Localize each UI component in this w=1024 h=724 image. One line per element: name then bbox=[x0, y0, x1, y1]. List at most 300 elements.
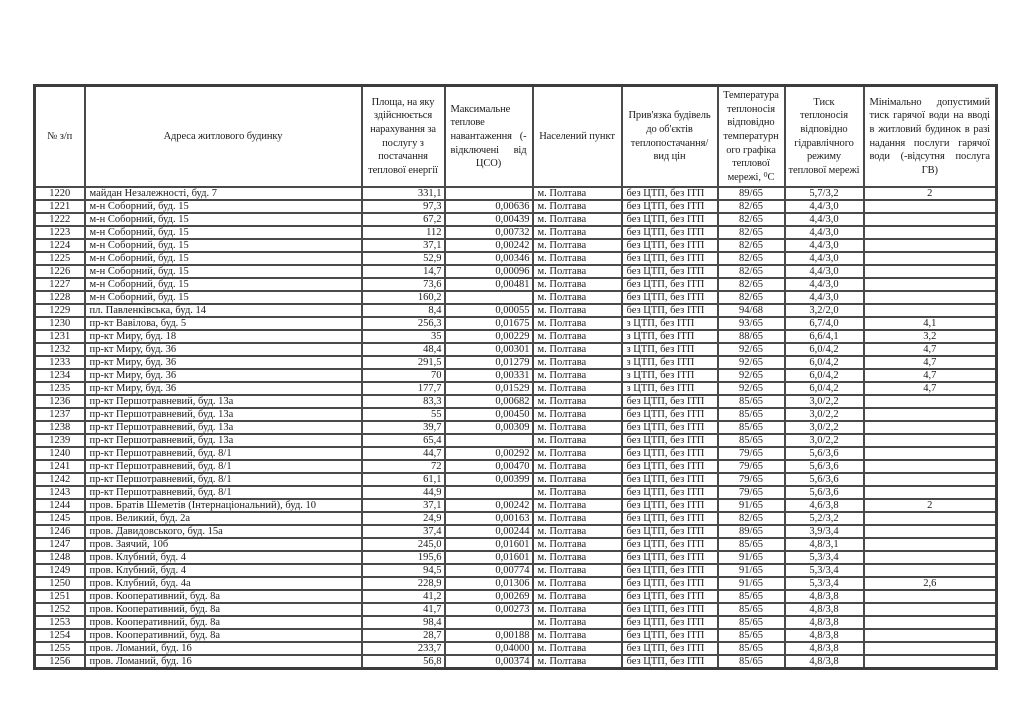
cell-city: м. Полтава bbox=[533, 603, 622, 616]
cell-area: 245,0 bbox=[362, 538, 445, 551]
cell-city: м. Полтава bbox=[533, 564, 622, 577]
cell-temperature: 82/65 bbox=[718, 213, 785, 226]
cell-address: пр-кт Першотравневий, буд. 8/1 bbox=[85, 473, 362, 486]
cell-temperature: 85/65 bbox=[718, 538, 785, 551]
cell-address: пр-кт Першотравневий, буд. 8/1 bbox=[85, 447, 362, 460]
cell-city: м. Полтава bbox=[533, 577, 622, 590]
cell-area: 35 bbox=[362, 330, 445, 343]
heating-parameters-table bbox=[33, 84, 998, 670]
cell-num: 1239 bbox=[35, 434, 85, 447]
cell-num: 1255 bbox=[35, 642, 85, 655]
cell-temperature: 79/65 bbox=[718, 447, 785, 460]
cell-max-load: 0,00242 bbox=[445, 239, 533, 252]
cell-connection: без ЦТП, без ІТП bbox=[622, 434, 718, 447]
table-row bbox=[35, 512, 997, 525]
table-row bbox=[35, 356, 997, 369]
cell-temperature: 91/65 bbox=[718, 499, 785, 512]
cell-num: 1232 bbox=[35, 343, 85, 356]
cell-temperature: 93/65 bbox=[718, 317, 785, 330]
cell-min-pressure bbox=[864, 525, 997, 538]
cell-address: пров. Братів Шеметів (Інтернаціональний), буд. 10 bbox=[85, 499, 362, 512]
cell-max-load: 0,00309 bbox=[445, 421, 533, 434]
cell-pressure: 4,8/3,8 bbox=[785, 642, 864, 655]
cell-connection: без ЦТП, без ІТП bbox=[622, 460, 718, 473]
cell-min-pressure bbox=[864, 642, 997, 655]
cell-area: 41,2 bbox=[362, 590, 445, 603]
cell-min-pressure bbox=[864, 421, 997, 434]
cell-area: 44,9 bbox=[362, 486, 445, 499]
cell-pressure: 4,8/3,8 bbox=[785, 616, 864, 629]
cell-address: пров. Клубний, буд. 4 bbox=[85, 551, 362, 564]
cell-city: м. Полтава bbox=[533, 421, 622, 434]
cell-connection: з ЦТП, без ІТП bbox=[622, 382, 718, 395]
cell-pressure: 4,4/3,0 bbox=[785, 239, 864, 252]
cell-num: 1221 bbox=[35, 200, 85, 213]
table-row bbox=[35, 330, 997, 343]
cell-area: 37,1 bbox=[362, 499, 445, 512]
cell-num: 1248 bbox=[35, 551, 85, 564]
cell-address: пров. Заячий, 10б bbox=[85, 538, 362, 551]
cell-min-pressure: 2 bbox=[864, 499, 997, 512]
cell-connection: без ЦТП, без ІТП bbox=[622, 616, 718, 629]
table-row bbox=[35, 343, 997, 356]
cell-max-load: 0,00450 bbox=[445, 408, 533, 421]
cell-address: пров. Давидовського, буд. 15а bbox=[85, 525, 362, 538]
cell-area: 55 bbox=[362, 408, 445, 421]
cell-city: м. Полтава bbox=[533, 395, 622, 408]
cell-address: м-н Соборний, буд. 15 bbox=[85, 265, 362, 278]
cell-city: м. Полтава bbox=[533, 369, 622, 382]
cell-min-pressure bbox=[864, 629, 997, 642]
cell-temperature: 91/65 bbox=[718, 551, 785, 564]
cell-min-pressure: 4,7 bbox=[864, 369, 997, 382]
column-header-connection: Прив'язка будівель до об'єктів теплопостачання/ вид цін bbox=[622, 86, 718, 188]
cell-temperature: 85/65 bbox=[718, 642, 785, 655]
cell-max-load: 0,01306 bbox=[445, 577, 533, 590]
cell-city: м. Полтава bbox=[533, 642, 622, 655]
table-row bbox=[35, 187, 997, 200]
cell-area: 65,4 bbox=[362, 434, 445, 447]
column-header-num: № з/п bbox=[35, 86, 85, 188]
cell-min-pressure bbox=[864, 291, 997, 304]
cell-address: пров. Ломаний, буд. 16 bbox=[85, 655, 362, 669]
cell-temperature: 82/65 bbox=[718, 239, 785, 252]
cell-num: 1251 bbox=[35, 590, 85, 603]
table-row bbox=[35, 291, 997, 304]
table-row bbox=[35, 369, 997, 382]
cell-max-load: 0,01601 bbox=[445, 551, 533, 564]
cell-address: пров. Кооперативний, буд. 8а bbox=[85, 603, 362, 616]
cell-num: 1231 bbox=[35, 330, 85, 343]
cell-connection: без ЦТП, без ІТП bbox=[622, 603, 718, 616]
cell-area: 112 bbox=[362, 226, 445, 239]
cell-connection: з ЦТП, без ІТП bbox=[622, 330, 718, 343]
cell-max-load: 0,00331 bbox=[445, 369, 533, 382]
cell-temperature: 85/65 bbox=[718, 408, 785, 421]
cell-address: пр-кт Першотравневий, буд. 13а bbox=[85, 434, 362, 447]
cell-address: пров. Кооперативний, буд. 8а bbox=[85, 629, 362, 642]
cell-address: м-н Соборний, буд. 15 bbox=[85, 291, 362, 304]
cell-address: м-н Соборний, буд. 15 bbox=[85, 252, 362, 265]
table-row bbox=[35, 629, 997, 642]
table-row bbox=[35, 278, 997, 291]
cell-num: 1238 bbox=[35, 421, 85, 434]
table-row bbox=[35, 213, 997, 226]
cell-connection: без ЦТП, без ІТП bbox=[622, 200, 718, 213]
cell-min-pressure: 3,2 bbox=[864, 330, 997, 343]
cell-min-pressure bbox=[864, 395, 997, 408]
cell-min-pressure bbox=[864, 304, 997, 317]
cell-min-pressure: 4,1 bbox=[864, 317, 997, 330]
cell-connection: без ЦТП, без ІТП bbox=[622, 239, 718, 252]
cell-pressure: 4,8/3,8 bbox=[785, 603, 864, 616]
cell-city: м. Полтава bbox=[533, 291, 622, 304]
cell-pressure: 6,0/4,2 bbox=[785, 382, 864, 395]
cell-num: 1235 bbox=[35, 382, 85, 395]
cell-min-pressure bbox=[864, 512, 997, 525]
cell-temperature: 89/65 bbox=[718, 525, 785, 538]
cell-num: 1230 bbox=[35, 317, 85, 330]
cell-city: м. Полтава bbox=[533, 356, 622, 369]
cell-num: 1246 bbox=[35, 525, 85, 538]
cell-num: 1242 bbox=[35, 473, 85, 486]
cell-num: 1252 bbox=[35, 603, 85, 616]
cell-num: 1237 bbox=[35, 408, 85, 421]
cell-pressure: 5,6/3,6 bbox=[785, 460, 864, 473]
cell-temperature: 92/65 bbox=[718, 369, 785, 382]
cell-area: 14,7 bbox=[362, 265, 445, 278]
cell-address: пр-кт Миру, буд. 36 bbox=[85, 356, 362, 369]
table-row bbox=[35, 252, 997, 265]
cell-city: м. Полтава bbox=[533, 278, 622, 291]
cell-city: м. Полтава bbox=[533, 252, 622, 265]
cell-connection: без ЦТП, без ІТП bbox=[622, 408, 718, 421]
cell-city: м. Полтава bbox=[533, 213, 622, 226]
cell-temperature: 92/65 bbox=[718, 343, 785, 356]
table-row bbox=[35, 655, 997, 669]
cell-min-pressure bbox=[864, 603, 997, 616]
cell-temperature: 82/65 bbox=[718, 252, 785, 265]
cell-min-pressure bbox=[864, 616, 997, 629]
cell-city: м. Полтава bbox=[533, 460, 622, 473]
cell-max-load: 0,01279 bbox=[445, 356, 533, 369]
cell-address: пров. Клубний, буд. 4а bbox=[85, 577, 362, 590]
cell-connection: без ЦТП, без ІТП bbox=[622, 304, 718, 317]
cell-connection: без ЦТП, без ІТП bbox=[622, 577, 718, 590]
cell-connection: без ЦТП, без ІТП bbox=[622, 655, 718, 669]
cell-area: 48,4 bbox=[362, 343, 445, 356]
cell-area: 177,7 bbox=[362, 382, 445, 395]
cell-pressure: 3,0/2,2 bbox=[785, 395, 864, 408]
header-row bbox=[35, 86, 997, 188]
cell-city: м. Полтава bbox=[533, 512, 622, 525]
table-row bbox=[35, 538, 997, 551]
cell-temperature: 79/65 bbox=[718, 460, 785, 473]
cell-temperature: 89/65 bbox=[718, 187, 785, 200]
table-header bbox=[35, 86, 997, 188]
cell-area: 56,8 bbox=[362, 655, 445, 669]
table-row bbox=[35, 421, 997, 434]
cell-pressure: 4,4/3,0 bbox=[785, 226, 864, 239]
cell-address: пр-кт Миру, буд. 36 bbox=[85, 343, 362, 356]
cell-min-pressure bbox=[864, 460, 997, 473]
column-header-address: Адреса житлового будинку bbox=[85, 86, 362, 188]
table-row bbox=[35, 616, 997, 629]
cell-temperature: 85/65 bbox=[718, 616, 785, 629]
cell-min-pressure: 4,7 bbox=[864, 343, 997, 356]
cell-address: пр-кт Першотравневий, буд. 8/1 bbox=[85, 486, 362, 499]
cell-min-pressure bbox=[864, 590, 997, 603]
cell-max-load: 0,00242 bbox=[445, 499, 533, 512]
cell-max-load bbox=[445, 187, 533, 200]
table-row bbox=[35, 408, 997, 421]
cell-min-pressure bbox=[864, 278, 997, 291]
cell-pressure: 4,8/3,8 bbox=[785, 655, 864, 669]
cell-city: м. Полтава bbox=[533, 226, 622, 239]
cell-connection: без ЦТП, без ІТП bbox=[622, 499, 718, 512]
cell-area: 37,1 bbox=[362, 239, 445, 252]
cell-address: пр-кт Першотравневий, буд. 13а bbox=[85, 421, 362, 434]
cell-temperature: 91/65 bbox=[718, 564, 785, 577]
cell-max-load: 0,00273 bbox=[445, 603, 533, 616]
cell-pressure: 4,8/3,1 bbox=[785, 538, 864, 551]
cell-num: 1222 bbox=[35, 213, 85, 226]
cell-connection: без ЦТП, без ІТП bbox=[622, 564, 718, 577]
cell-city: м. Полтава bbox=[533, 486, 622, 499]
cell-city: м. Полтава bbox=[533, 629, 622, 642]
cell-pressure: 6,7/4,0 bbox=[785, 317, 864, 330]
cell-min-pressure: 2 bbox=[864, 187, 997, 200]
cell-address: пр-кт Першотравневий, буд. 13а bbox=[85, 408, 362, 421]
column-header-min-pressure: Мінімально допустимий тиск гарячої води на вводі в житловий будинок в разі надання послуги гарячої води (-відсутня послуга ГВ) bbox=[864, 86, 997, 188]
cell-max-load bbox=[445, 616, 533, 629]
cell-address: м-н Соборний, буд. 15 bbox=[85, 200, 362, 213]
cell-connection: без ЦТП, без ІТП bbox=[622, 629, 718, 642]
table-row bbox=[35, 525, 997, 538]
cell-connection: без ЦТП, без ІТП bbox=[622, 291, 718, 304]
cell-min-pressure: 4,7 bbox=[864, 356, 997, 369]
table-row bbox=[35, 577, 997, 590]
cell-pressure: 3,0/2,2 bbox=[785, 434, 864, 447]
cell-temperature: 82/65 bbox=[718, 200, 785, 213]
column-header-city: Населений пункт bbox=[533, 86, 622, 188]
cell-address: майдан Незалежності, буд. 7 bbox=[85, 187, 362, 200]
cell-max-load: 0,00229 bbox=[445, 330, 533, 343]
cell-num: 1240 bbox=[35, 447, 85, 460]
cell-max-load: 0,00470 bbox=[445, 460, 533, 473]
cell-num: 1241 bbox=[35, 460, 85, 473]
cell-city: м. Полтава bbox=[533, 330, 622, 343]
cell-min-pressure bbox=[864, 213, 997, 226]
cell-area: 195,6 bbox=[362, 551, 445, 564]
cell-pressure: 4,4/3,0 bbox=[785, 265, 864, 278]
cell-min-pressure: 4,7 bbox=[864, 382, 997, 395]
cell-city: м. Полтава bbox=[533, 551, 622, 564]
cell-max-load: 0,00682 bbox=[445, 395, 533, 408]
cell-area: 331,1 bbox=[362, 187, 445, 200]
cell-pressure: 6,0/4,2 bbox=[785, 343, 864, 356]
cell-area: 39,7 bbox=[362, 421, 445, 434]
table-row bbox=[35, 265, 997, 278]
cell-city: м. Полтава bbox=[533, 239, 622, 252]
cell-min-pressure bbox=[864, 473, 997, 486]
column-header-max-load: Максимальне теплове навантаження (-відключені від ЦСО) bbox=[445, 86, 533, 188]
table-row bbox=[35, 486, 997, 499]
cell-temperature: 82/65 bbox=[718, 512, 785, 525]
cell-num: 1225 bbox=[35, 252, 85, 265]
cell-city: м. Полтава bbox=[533, 317, 622, 330]
cell-city: м. Полтава bbox=[533, 187, 622, 200]
cell-address: м-н Соборний, буд. 15 bbox=[85, 213, 362, 226]
cell-area: 291,5 bbox=[362, 356, 445, 369]
cell-area: 24,9 bbox=[362, 512, 445, 525]
cell-pressure: 6,6/4,1 bbox=[785, 330, 864, 343]
cell-temperature: 94/68 bbox=[718, 304, 785, 317]
cell-connection: без ЦТП, без ІТП bbox=[622, 486, 718, 499]
cell-num: 1226 bbox=[35, 265, 85, 278]
table-row bbox=[35, 473, 997, 486]
cell-max-load: 0,00636 bbox=[445, 200, 533, 213]
cell-address: пр-кт Миру, буд. 18 bbox=[85, 330, 362, 343]
cell-min-pressure bbox=[864, 265, 997, 278]
cell-connection: без ЦТП, без ІТП bbox=[622, 642, 718, 655]
cell-max-load: 0,01529 bbox=[445, 382, 533, 395]
cell-num: 1228 bbox=[35, 291, 85, 304]
cell-pressure: 6,0/4,2 bbox=[785, 369, 864, 382]
cell-min-pressure: 2,6 bbox=[864, 577, 997, 590]
table-row bbox=[35, 564, 997, 577]
cell-num: 1227 bbox=[35, 278, 85, 291]
table-row bbox=[35, 590, 997, 603]
cell-num: 1256 bbox=[35, 655, 85, 669]
cell-temperature: 82/65 bbox=[718, 265, 785, 278]
cell-area: 256,3 bbox=[362, 317, 445, 330]
table-row bbox=[35, 226, 997, 239]
cell-max-load: 0,01675 bbox=[445, 317, 533, 330]
cell-pressure: 3,9/3,4 bbox=[785, 525, 864, 538]
cell-temperature: 79/65 bbox=[718, 473, 785, 486]
cell-max-load: 0,00188 bbox=[445, 629, 533, 642]
cell-pressure: 5,6/3,6 bbox=[785, 447, 864, 460]
table-row bbox=[35, 499, 997, 512]
cell-address: пр-кт Вавілова, буд. 5 bbox=[85, 317, 362, 330]
cell-pressure: 5,7/3,2 bbox=[785, 187, 864, 200]
cell-pressure: 4,4/3,0 bbox=[785, 252, 864, 265]
cell-min-pressure bbox=[864, 447, 997, 460]
cell-city: м. Полтава bbox=[533, 343, 622, 356]
cell-min-pressure bbox=[864, 551, 997, 564]
cell-address: пров. Ломаний, буд. 16 bbox=[85, 642, 362, 655]
cell-connection: з ЦТП, без ІТП bbox=[622, 317, 718, 330]
cell-address: пр-кт Першотравневий, буд. 8/1 bbox=[85, 460, 362, 473]
cell-connection: без ЦТП, без ІТП bbox=[622, 538, 718, 551]
cell-min-pressure bbox=[864, 239, 997, 252]
cell-area: 70 bbox=[362, 369, 445, 382]
cell-city: м. Полтава bbox=[533, 473, 622, 486]
cell-connection: без ЦТП, без ІТП bbox=[622, 473, 718, 486]
cell-min-pressure bbox=[864, 655, 997, 669]
cell-num: 1247 bbox=[35, 538, 85, 551]
cell-city: м. Полтава bbox=[533, 408, 622, 421]
cell-num: 1254 bbox=[35, 629, 85, 642]
cell-area: 72 bbox=[362, 460, 445, 473]
table-row bbox=[35, 642, 997, 655]
cell-pressure: 5,3/3,4 bbox=[785, 577, 864, 590]
column-header-area: Площа, на яку здійснюється нарахування за послугу з постачання теплової енергії bbox=[362, 86, 445, 188]
cell-max-load: 0,00301 bbox=[445, 343, 533, 356]
cell-area: 94,5 bbox=[362, 564, 445, 577]
cell-area: 41,7 bbox=[362, 603, 445, 616]
cell-max-load bbox=[445, 291, 533, 304]
cell-connection: без ЦТП, без ІТП bbox=[622, 421, 718, 434]
cell-pressure: 4,8/3,8 bbox=[785, 590, 864, 603]
cell-address: пл. Павленківська, буд. 14 bbox=[85, 304, 362, 317]
cell-area: 98,4 bbox=[362, 616, 445, 629]
cell-area: 97,3 bbox=[362, 200, 445, 213]
cell-temperature: 85/65 bbox=[718, 590, 785, 603]
cell-num: 1253 bbox=[35, 616, 85, 629]
cell-pressure: 4,8/3,8 bbox=[785, 629, 864, 642]
cell-max-load: 0,00774 bbox=[445, 564, 533, 577]
cell-city: м. Полтава bbox=[533, 499, 622, 512]
cell-city: м. Полтава bbox=[533, 265, 622, 278]
cell-temperature: 82/65 bbox=[718, 226, 785, 239]
cell-city: м. Полтава bbox=[533, 382, 622, 395]
cell-address: м-н Соборний, буд. 15 bbox=[85, 239, 362, 252]
cell-city: м. Полтава bbox=[533, 590, 622, 603]
cell-area: 28,7 bbox=[362, 629, 445, 642]
cell-pressure: 6,0/4,2 bbox=[785, 356, 864, 369]
cell-connection: без ЦТП, без ІТП bbox=[622, 395, 718, 408]
table-row bbox=[35, 603, 997, 616]
cell-max-load bbox=[445, 434, 533, 447]
cell-connection: з ЦТП, без ІТП bbox=[622, 343, 718, 356]
cell-address: м-н Соборний, буд. 15 bbox=[85, 278, 362, 291]
cell-temperature: 82/65 bbox=[718, 278, 785, 291]
cell-max-load: 0,00399 bbox=[445, 473, 533, 486]
cell-area: 233,7 bbox=[362, 642, 445, 655]
cell-temperature: 82/65 bbox=[718, 291, 785, 304]
cell-area: 67,2 bbox=[362, 213, 445, 226]
table-row bbox=[35, 304, 997, 317]
cell-max-load: 0,00346 bbox=[445, 252, 533, 265]
cell-connection: без ЦТП, без ІТП bbox=[622, 512, 718, 525]
column-header-temperature: Температура теплоносія відповідно температурного графіка теплової мережі, ⁰С bbox=[718, 86, 785, 188]
cell-area: 37,4 bbox=[362, 525, 445, 538]
cell-area: 61,1 bbox=[362, 473, 445, 486]
cell-city: м. Полтава bbox=[533, 304, 622, 317]
cell-pressure: 5,3/3,4 bbox=[785, 551, 864, 564]
cell-temperature: 88/65 bbox=[718, 330, 785, 343]
cell-address: пров. Кооперативний, буд. 8а bbox=[85, 590, 362, 603]
cell-temperature: 92/65 bbox=[718, 382, 785, 395]
table-row bbox=[35, 551, 997, 564]
cell-city: м. Полтава bbox=[533, 616, 622, 629]
cell-max-load: 0,01601 bbox=[445, 538, 533, 551]
cell-temperature: 85/65 bbox=[718, 655, 785, 669]
cell-city: м. Полтава bbox=[533, 525, 622, 538]
cell-address: пров. Великий, буд. 2а bbox=[85, 512, 362, 525]
cell-temperature: 85/65 bbox=[718, 603, 785, 616]
cell-pressure: 5,6/3,6 bbox=[785, 473, 864, 486]
cell-max-load: 0,00269 bbox=[445, 590, 533, 603]
cell-address: пр-кт Першотравневий, буд. 13а bbox=[85, 395, 362, 408]
cell-pressure: 5,2/3,2 bbox=[785, 512, 864, 525]
cell-num: 1245 bbox=[35, 512, 85, 525]
cell-city: м. Полтава bbox=[533, 655, 622, 669]
cell-area: 52,9 bbox=[362, 252, 445, 265]
table-row bbox=[35, 460, 997, 473]
